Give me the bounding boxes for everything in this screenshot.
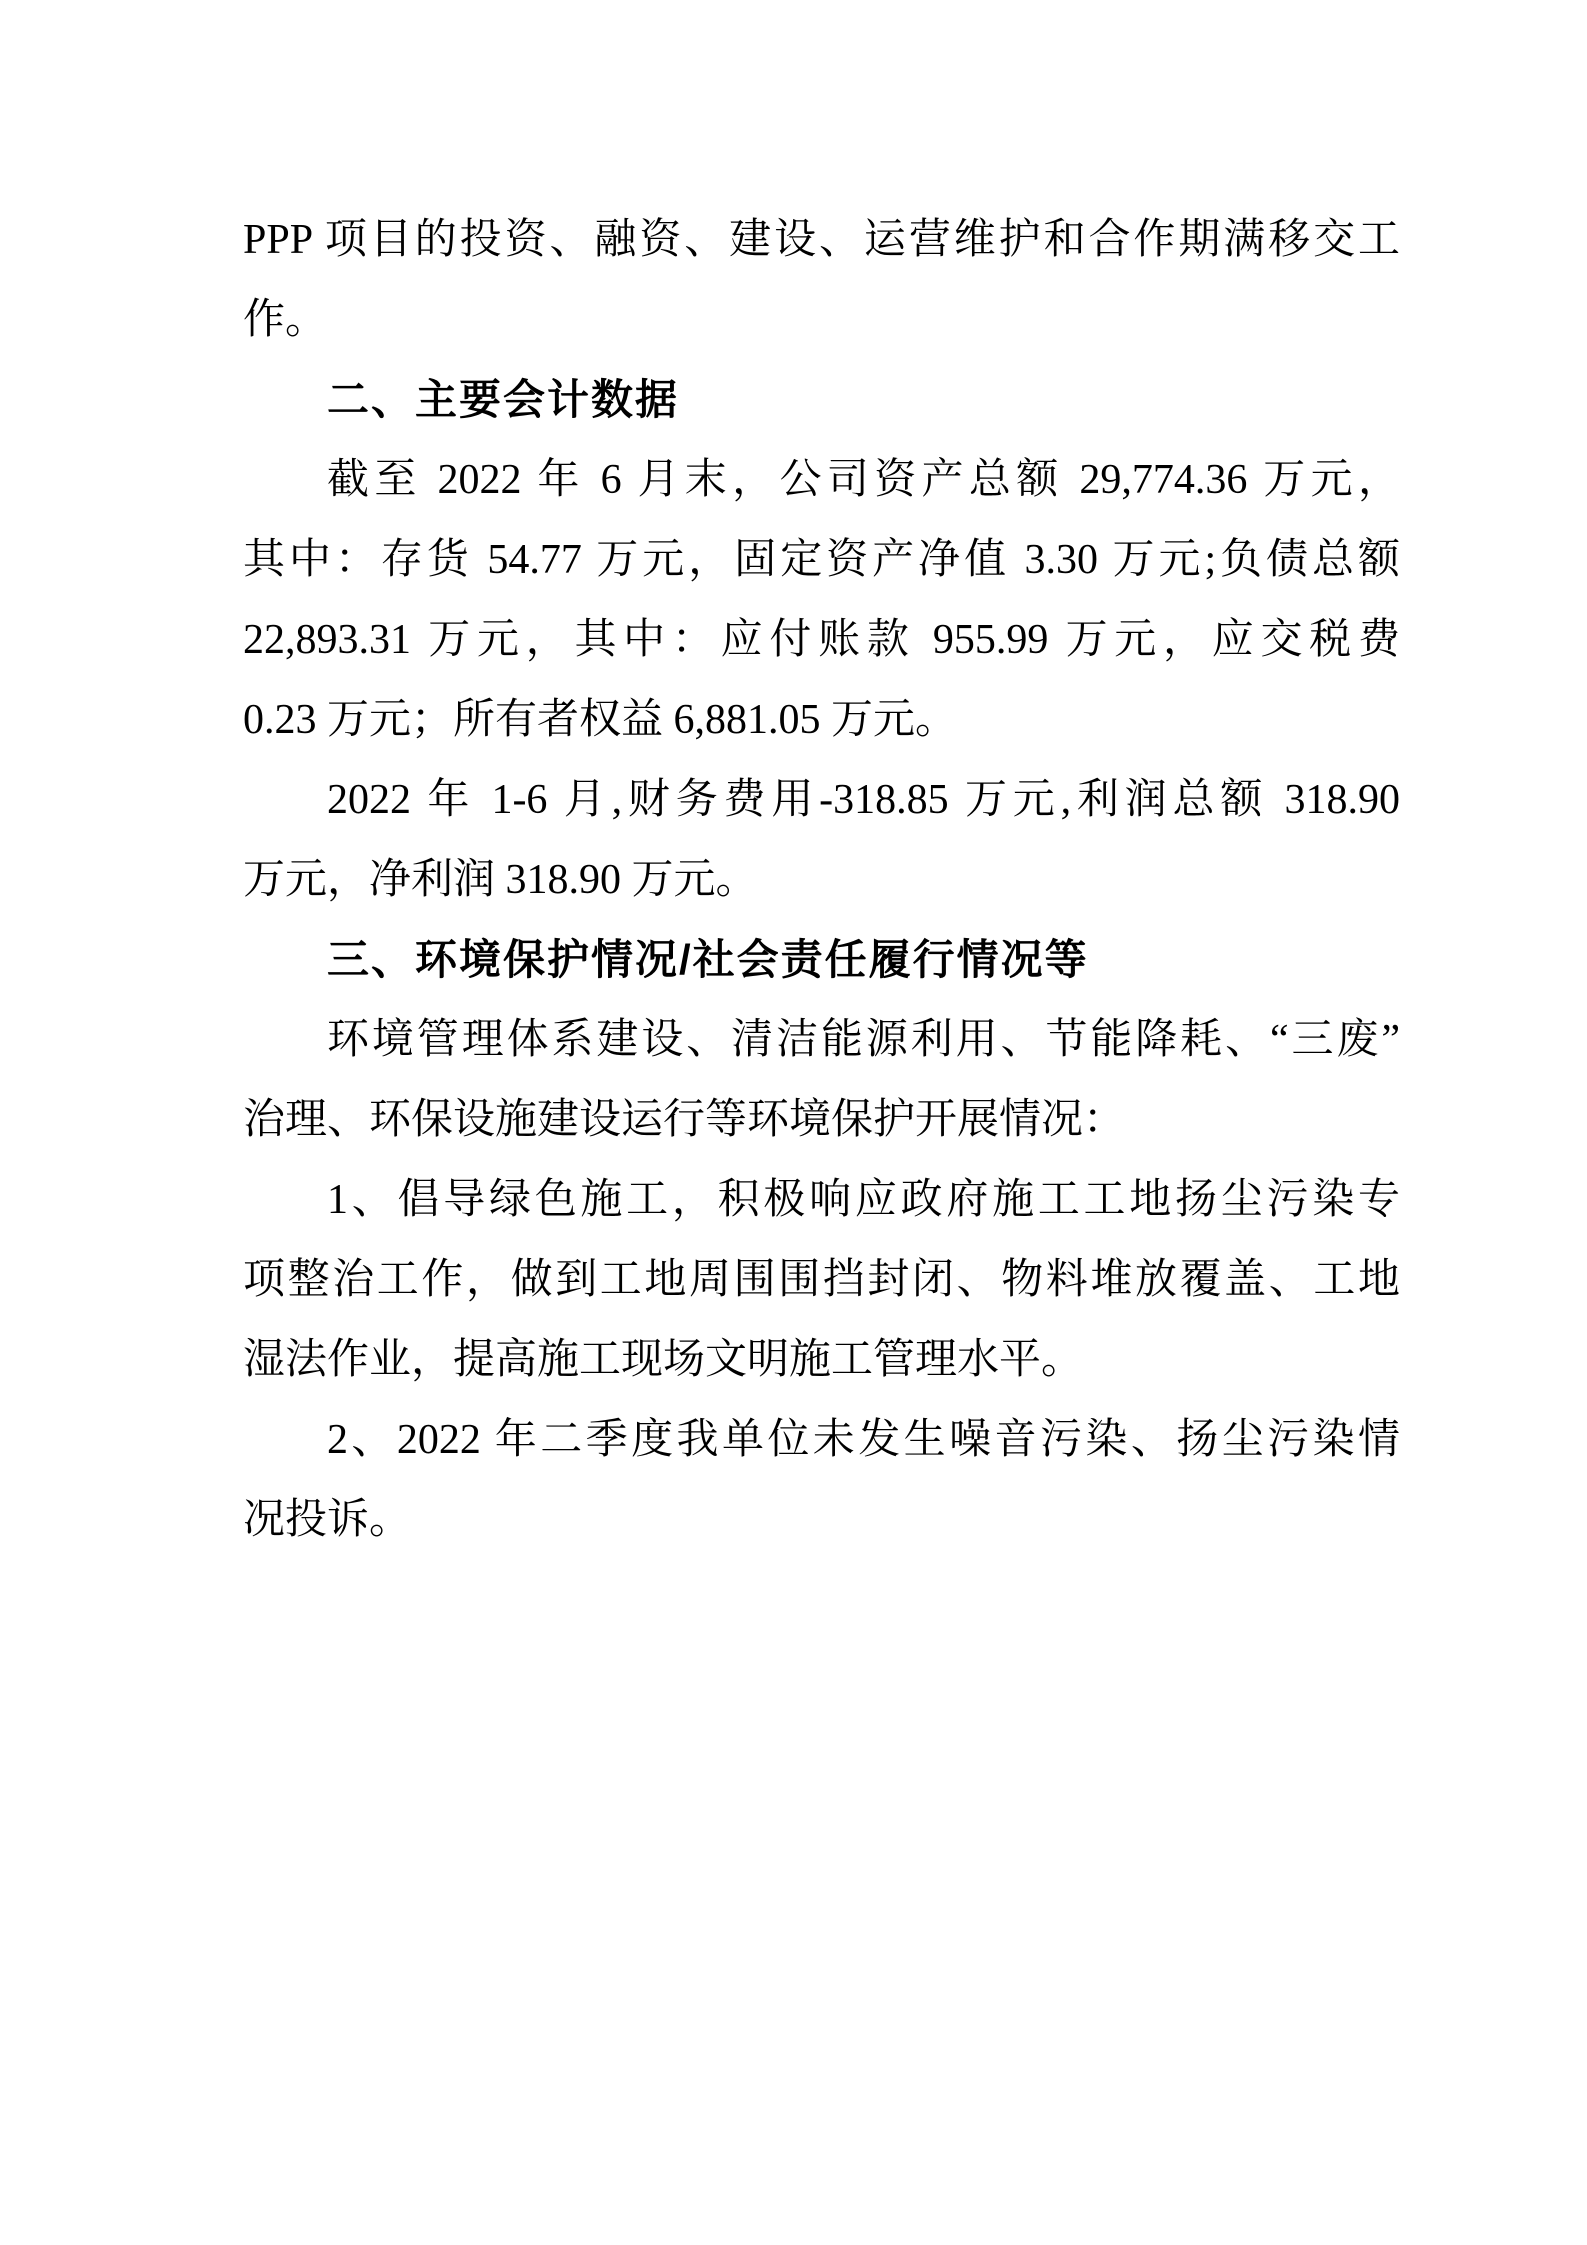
paragraph-line: 环境管理体系建设、清洁能源利用、节能降耗、“三废” [327,1017,1400,1063]
paragraph-line: 万元，净利润 318.90 万元。 [243,857,758,903]
document-body [243,200,1400,1560]
paragraph-line: 湿法作业，提高施工现场文明施工管理水平。 [243,1337,1084,1383]
paragraph-line: 况投诉。 [243,1497,412,1543]
paragraph-line: 项整治工作，做到工地周围围挡封闭、物料堆放覆盖、工地 [243,1257,1400,1303]
paragraph-line: 0.23 万元；所有者权益 6,881.05 万元。 [243,697,958,743]
paragraph-line: 2、2022 年二季度我单位未发生噪音污染、扬尘污染情 [327,1417,1400,1463]
paragraph-line: 截至 2022 年 6 月末，公司资产总额 29,774.36 万元， [327,457,1400,503]
paragraph-line: 22,893.31 万元，其中：应付账款 955.99 万元，应交税费 [243,617,1400,663]
paragraph-line: 2022 年 1-6 月,财务费用-318.85 万元,利润总额 318.90 [327,777,1400,823]
section-heading-environment: 三、环境保护情况/社会责任履行情况等 [327,936,1089,983]
section-heading-accounting-data: 二、主要会计数据 [327,376,680,423]
paragraph-line: 其中：存货 54.77 万元，固定资产净值 3.30 万元;负债总额 [243,537,1400,583]
paragraph-line: 1、倡导绿色施工，积极响应政府施工工地扬尘污染专 [327,1177,1400,1223]
paragraph-line: PPP 项目的投资、融资、建设、运营维护和合作期满移交工 [243,217,1400,263]
paragraph-line: 治理、环保设施建设运行等环境保护开展情况： [243,1097,1126,1143]
paragraph-line: 作。 [243,297,328,343]
